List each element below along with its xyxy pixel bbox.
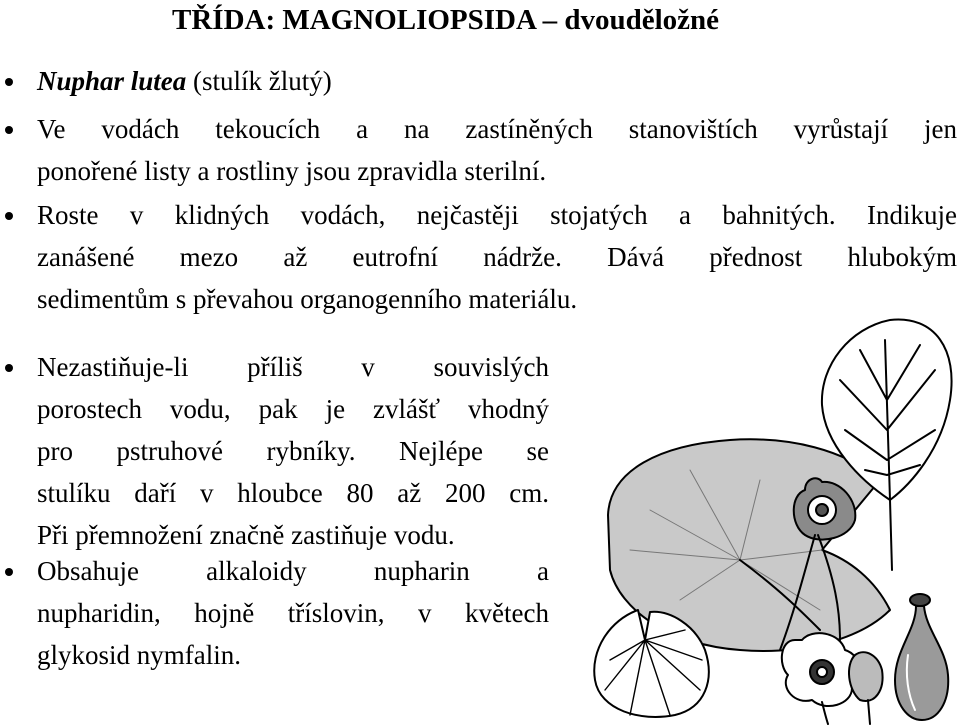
bullet-2-line-2: ponořené listy a rostliny jsou zpravidla sterilní. — [37, 156, 547, 186]
bullet-5-line-3: glykosid nymfalin. — [37, 640, 241, 670]
bullet-4-line-5: Při přemnožení značně zastiňuje vodu. — [37, 520, 455, 550]
open-flower-drawing — [782, 633, 860, 724]
bullet-4-line-3: pro pstruhové rybníky. Nejlépe se — [37, 436, 549, 466]
bullet-dot — [5, 568, 13, 576]
bullet-dot — [5, 126, 13, 134]
bullet-3-line-2: zanášené mezo až eutrofní nádrže. Dává přednost hlubokým — [37, 242, 957, 272]
bullet-4-line-2: porostech vodu, pak je zvlášť vhodný — [37, 394, 549, 424]
bullet-5 — [37, 550, 549, 676]
fruit-capsule-drawing — [895, 594, 948, 720]
bullet-3 — [37, 194, 957, 320]
bullet-4-line-4: stulíku daří v hloubce 80 až 200 cm. — [37, 478, 549, 508]
species-latin-name: Nuphar lutea — [37, 66, 187, 96]
bullet-2 — [37, 108, 957, 192]
bullet-3-line-3: sedimentům s převahou organogenního materiálu. — [37, 284, 578, 314]
species-common-name: (stulík žlutý) — [193, 66, 332, 96]
bullet-dot — [5, 212, 13, 220]
title-subtitle: – dvouděložné — [542, 4, 720, 36]
bullet-1 — [37, 60, 557, 102]
page-title — [172, 4, 719, 37]
bullet-dot — [5, 78, 13, 86]
bullet-dot — [5, 364, 13, 372]
bullet-4-line-1: Nezastiňuje-li příliš v souvislých — [37, 352, 549, 382]
bullet-5-line-1: Obsahuje alkaloidy nupharin a — [37, 556, 549, 586]
bullet-5-line-2: nupharidin, hojně tříslovin, v květech — [37, 598, 549, 628]
bullet-3-line-1: Roste v klidných vodách, nejčastěji stojatých a bahnitých. Indikuje — [37, 200, 957, 230]
side-flower-drawing — [849, 652, 883, 724]
nuphar-lutea-botanical-drawing-icon — [590, 310, 960, 725]
bullet-4 — [37, 346, 549, 556]
bullet-2-line-1: Ve vodách tekoucích a na zastíněných stanovištích vyrůstají jen — [37, 114, 957, 144]
title-main: TŘÍDA: MAGNOLIOPSIDA — [172, 4, 536, 36]
